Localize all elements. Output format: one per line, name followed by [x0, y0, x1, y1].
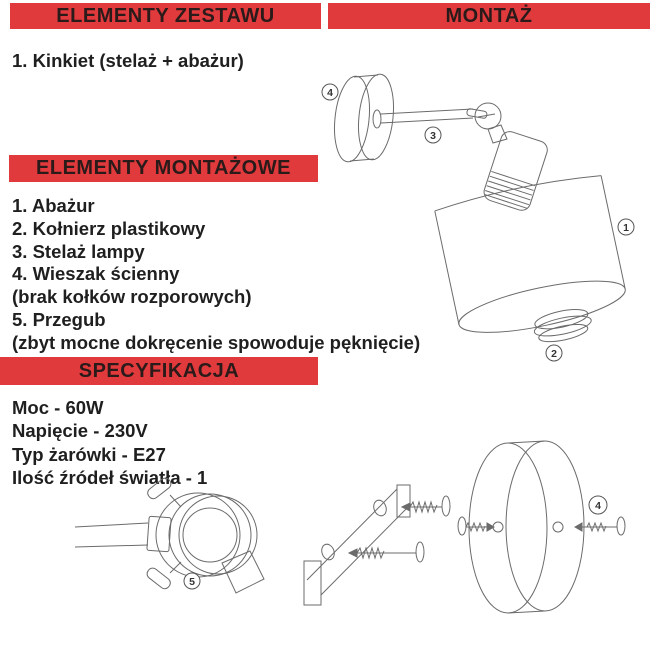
section-title-set-elements: ELEMENTY ZESTAWU [56, 4, 275, 27]
socket-drawing [482, 129, 550, 212]
list-item: 5. Przegub [12, 308, 106, 330]
spec-line-power: Moc - 60W [12, 397, 104, 418]
list-item: 2. Kołnierz plastikowy [12, 217, 206, 239]
section-header-montaz [328, 3, 650, 29]
svg-text:5: 5 [189, 576, 195, 588]
wing-screws-drawing [145, 476, 181, 591]
callout-base [589, 496, 607, 514]
callout-shade [618, 219, 634, 235]
svg-text:3: 3 [430, 130, 436, 142]
section-header-set-elements [10, 3, 321, 29]
joint-ring-drawing [156, 493, 257, 577]
section-title-mounting-elements: ELEMENTY MONTAŻOWE [36, 157, 291, 179]
section-header-specification [0, 357, 318, 385]
joint-detail-drawing [60, 475, 310, 625]
callout-arm [425, 127, 441, 143]
screw-drawing [575, 517, 625, 535]
section-header-mounting-elements [9, 155, 318, 182]
callout-joint [184, 573, 200, 589]
screw-drawing [458, 517, 494, 535]
set-elements-item: 1. Kinkiet (stelaż + abażur) [12, 50, 244, 71]
list-item: 3. Stelaż lampy [12, 240, 145, 262]
svg-text:4: 4 [327, 87, 333, 99]
wall-disc-drawing [331, 72, 398, 163]
pivot-joint-drawing [466, 103, 507, 143]
collar-drawing [531, 305, 594, 345]
spec-line-sources: Ilość źródeł światła - 1 [12, 467, 208, 489]
screw-drawing [349, 542, 424, 562]
base-cylinder-drawing [435, 430, 650, 630]
svg-text:1: 1 [623, 222, 629, 234]
rod-drawing [75, 516, 171, 551]
svg-text:2: 2 [551, 348, 557, 360]
assembled-lamp-drawing [320, 55, 650, 365]
lampshade-drawing [434, 171, 629, 343]
list-item-note: (zbyt mocne dokręcenie spowoduje pęknięcie) [12, 331, 421, 353]
spec-line-bulb: Typ żarówki - E27 [12, 443, 166, 465]
list-item: 1. Abażur [12, 195, 95, 216]
callout-collar [546, 345, 562, 361]
bracket-strip-drawing [304, 485, 411, 605]
spec-line-voltage: Napięcie - 230V [12, 420, 148, 442]
list-item: 4. Wieszak ścienny [12, 263, 180, 285]
section-title-specification: SPECYFIKACJA [78, 359, 240, 382]
list-item-note: (brak kołków rozporowych) [12, 286, 252, 308]
svg-text:4: 4 [595, 500, 601, 512]
callout-wall-mount [322, 84, 338, 100]
section-title-montaz: MONTAŻ [445, 4, 533, 27]
